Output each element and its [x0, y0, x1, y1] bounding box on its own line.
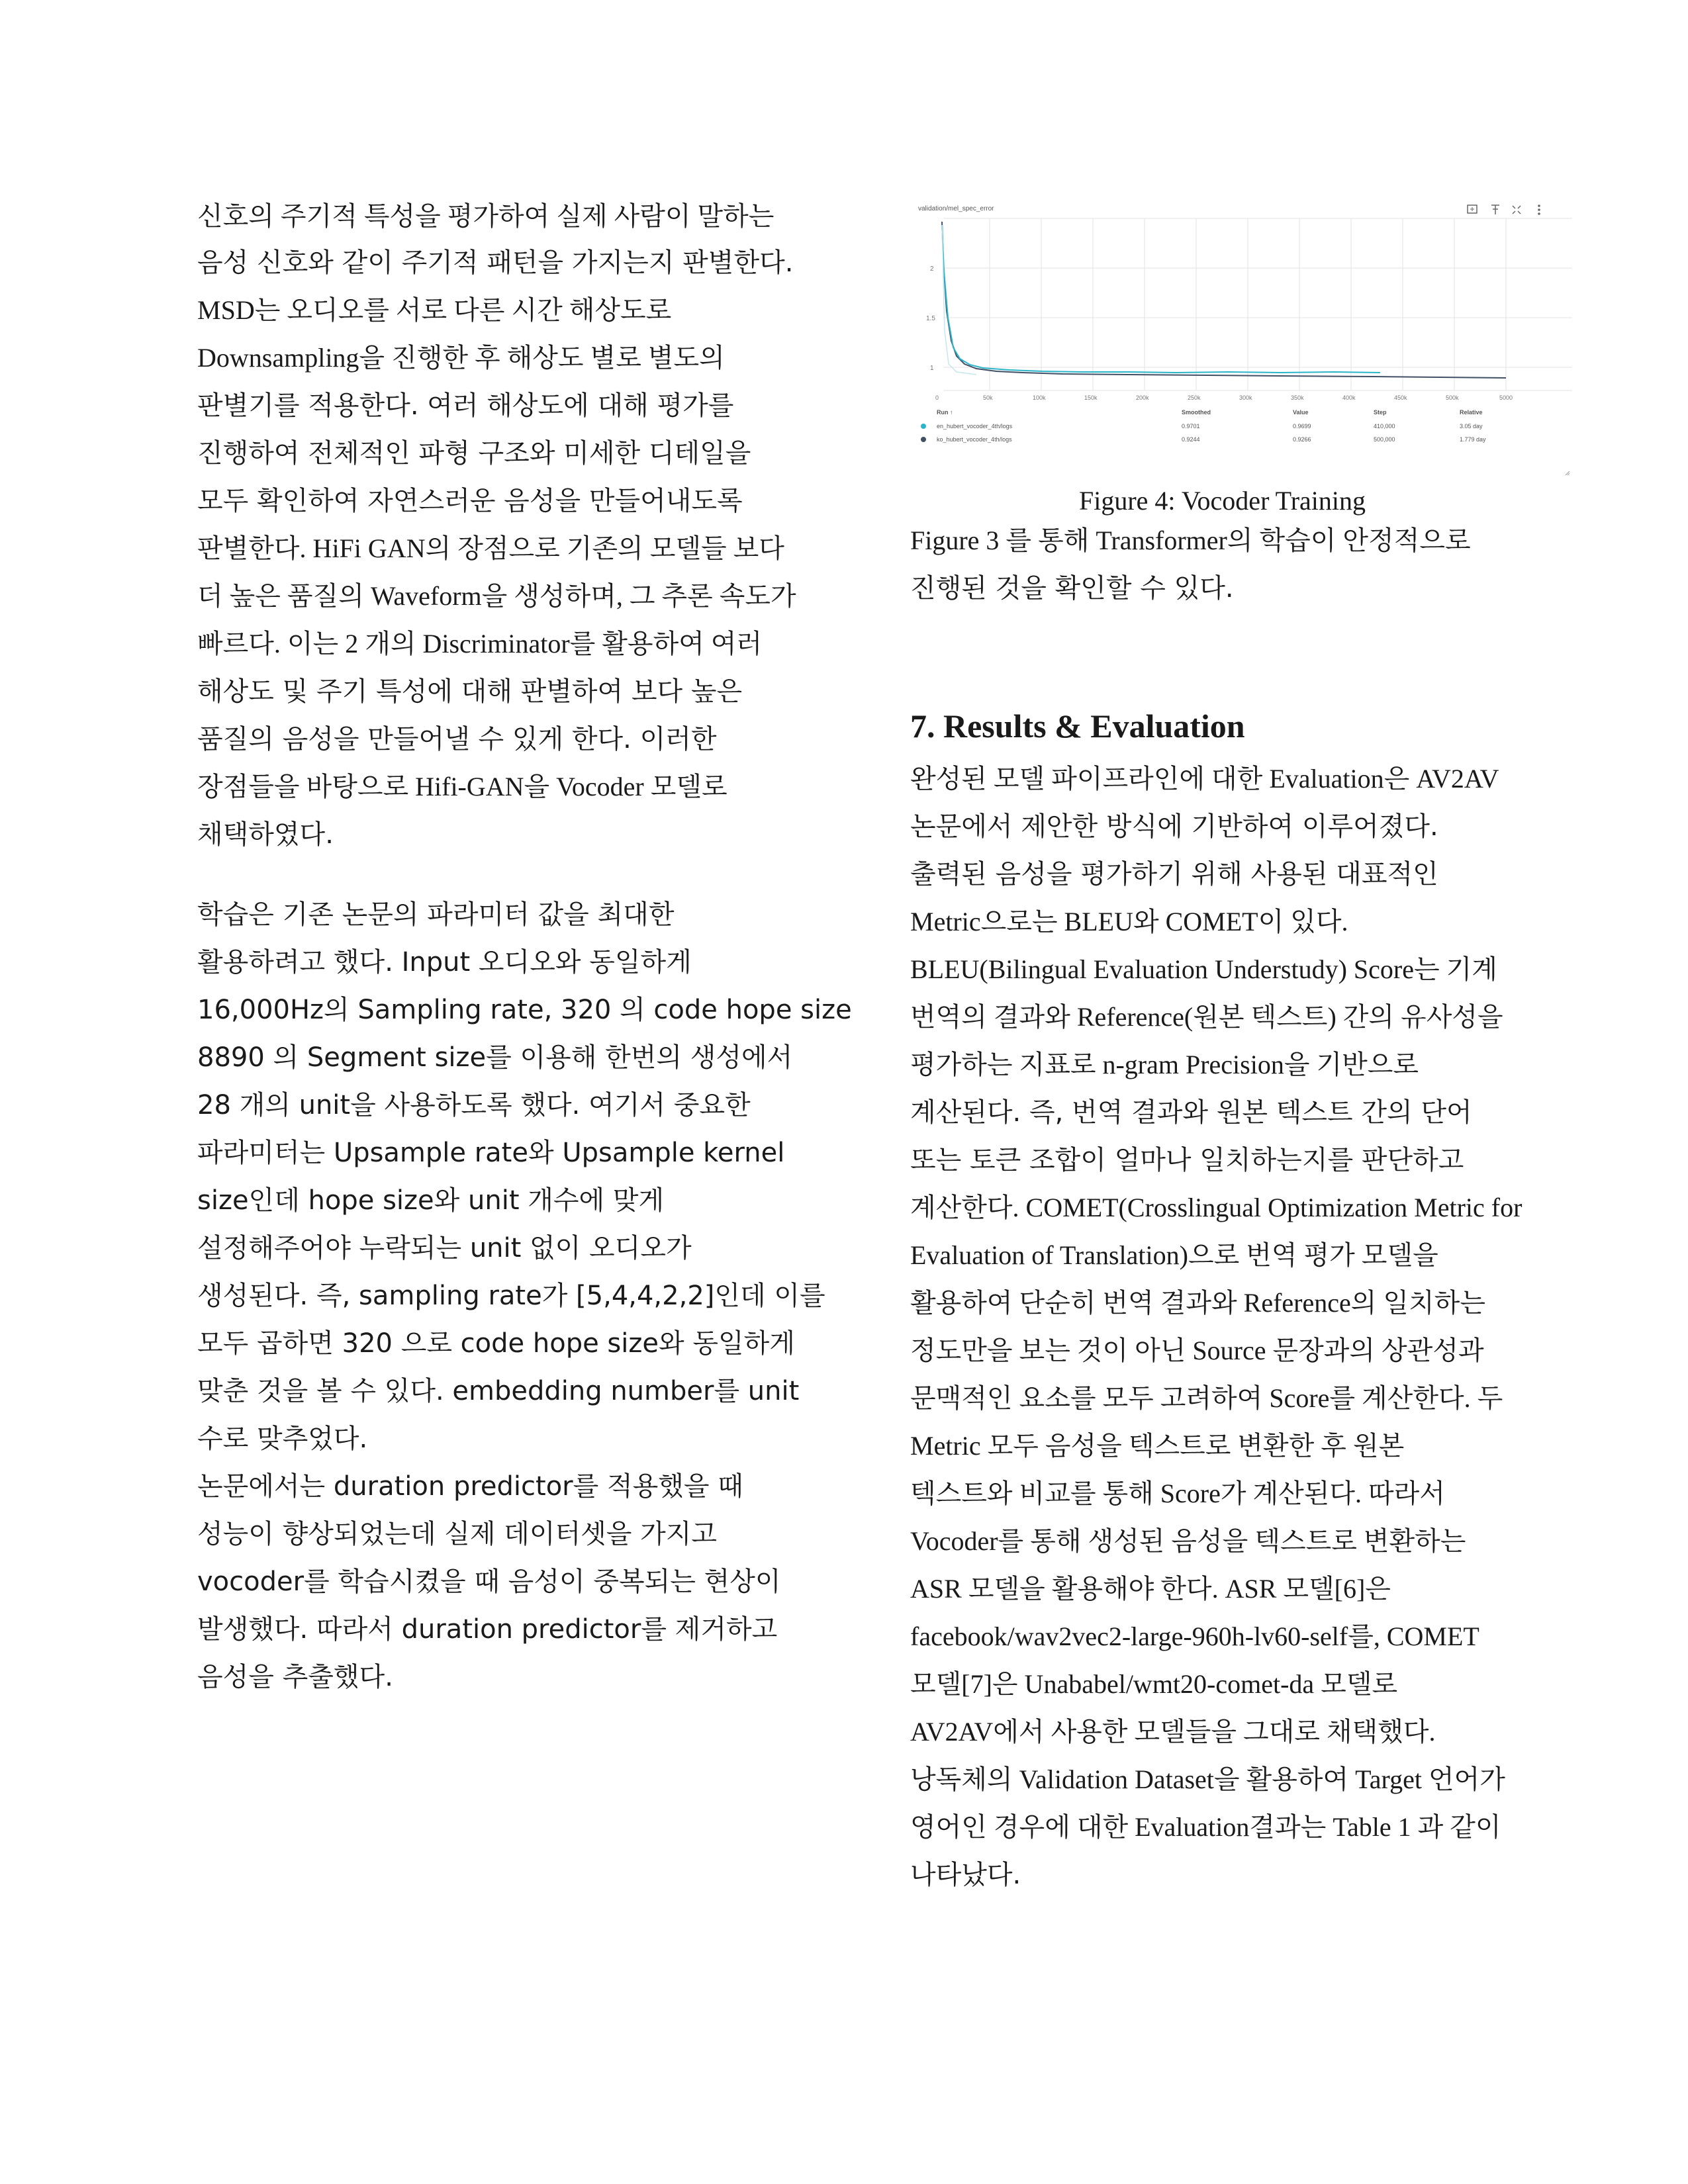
- text-line: 판별기를 적용한다. 여러 해상도에 대해 평가를: [197, 390, 734, 421]
- text-line: Metric 모두 음성을 텍스트로 변환한 후 원본: [910, 1431, 1405, 1461]
- text-line: 28 개의 unit을 사용하도록 했다. 여기서 중요한: [197, 1090, 751, 1120]
- curve-raw-faint: [942, 225, 976, 375]
- text-line: BLEU(Bilingual Evaluation Understudy) Score는 기계: [910, 954, 1497, 984]
- more-icon[interactable]: [1538, 205, 1540, 215]
- text-line: 완성된 모델 파이프라인에 대한 Evaluation은 AV2AV: [910, 764, 1499, 794]
- run-row-ko[interactable]: [921, 436, 1486, 443]
- x-tick-label: 100k: [1033, 394, 1046, 401]
- run-name: ko_hubert_vocoder_4th/logs: [937, 436, 1012, 443]
- x-tick-label: 300k: [1239, 394, 1252, 401]
- y-tick-label: 1: [930, 365, 934, 372]
- text-line: 발생했다. 따라서 duration predictor를 제거하고: [197, 1614, 778, 1645]
- x-tick-label: 5000: [1499, 394, 1513, 401]
- text-line: 활용하려고 했다. Input 오디오와 동일하게: [197, 947, 692, 978]
- figure-vocoder-training: [910, 199, 1572, 483]
- run-name: en_hubert_vocoder_4th/logs: [937, 423, 1013, 430]
- text-line: 해상도 및 주기 특성에 대해 판별하여 보다 높은: [197, 676, 743, 707]
- text-line: 문맥적인 요소를 모두 고려하여 Score를 계산한다. 두: [910, 1383, 1503, 1413]
- text-line: 모델[7]은 Unababel/wmt20-comet-da 모델로: [910, 1669, 1398, 1699]
- header-value: Value: [1293, 409, 1309, 416]
- curve-en-hubert: [942, 225, 1380, 373]
- text-line: 신호의 주기적 특성을 평가하여 실제 사람이 말하는: [197, 201, 774, 231]
- fit-icon[interactable]: [1513, 206, 1521, 214]
- run-relative: 1.779 day: [1460, 436, 1486, 443]
- y-tick-label: 1.5: [926, 315, 935, 322]
- text-line: 품질의 음성을 만들어낼 수 있게 한다. 이러한: [197, 724, 717, 754]
- text-line: 빠르다. 이는 2 개의 Discriminator를 활용하여 여러: [197, 629, 763, 659]
- text-line: 8890 의 Segment size를 이용해 한번의 생성에서: [197, 1042, 793, 1073]
- section-heading: 7. Results & Evaluation: [910, 707, 1245, 745]
- header-smoothed: Smoothed: [1182, 409, 1211, 416]
- text-line: 음성 신호와 같이 주기적 패턴을 가지는지 판별한다.: [197, 248, 794, 278]
- text-line: 나타났다.: [910, 1860, 1021, 1890]
- x-tick-label: 200k: [1136, 394, 1149, 401]
- pin-icon[interactable]: [1491, 205, 1499, 214]
- header-step: Step: [1374, 409, 1387, 416]
- x-tick-label: 150k: [1084, 394, 1098, 401]
- text-line: Evaluation of Translation)으로 번역 평가 모델을: [910, 1240, 1438, 1270]
- text-line: 계산된다. 즉, 번역 결과와 원본 텍스트 간의 단어: [910, 1097, 1472, 1128]
- header-relative: Relative: [1460, 409, 1483, 416]
- x-tick-label: 400k: [1342, 394, 1356, 401]
- text-line: 평가하는 지표로 n-gram Precision을 기반으로: [910, 1050, 1419, 1079]
- text-line: 진행하여 전체적인 파형 구조와 미세한 디테일을: [197, 438, 751, 469]
- text-line: 출력된 음성을 평가하기 위해 사용된 대표적인: [910, 859, 1438, 889]
- text-line: Vocoder를 통해 생성된 음성을 텍스트로 변환하는: [910, 1526, 1466, 1556]
- header-run: Run ↑: [937, 409, 953, 416]
- text-line: facebook/wav2vec2-large-960h-lv60-self를, COMET: [910, 1621, 1479, 1651]
- text-line: 수로 맞추었다.: [197, 1424, 368, 1454]
- text-line: ASR 모델을 활용해야 한다. ASR 모델[6]은: [910, 1574, 1391, 1604]
- run-color-dot: [921, 424, 926, 429]
- x-tick-labels: [935, 394, 1513, 401]
- text-line: MSD는 오디오를 서로 다른 시간 해상도로: [197, 295, 672, 325]
- run-step: 410,000: [1374, 423, 1395, 430]
- text-line: 또는 토큰 조합이 얼마나 일치하는지를 판단하고: [910, 1145, 1464, 1175]
- y-tick-label: 2: [930, 265, 934, 273]
- text-line: 맞춘 것을 볼 수 있다. embedding number를 unit: [197, 1376, 800, 1406]
- chart-grid: [943, 218, 1572, 390]
- text-line: 진행된 것을 확인할 수 있다.: [910, 573, 1234, 604]
- text-line: 논문에서 제안한 방식에 기반하여 이루어졌다.: [910, 811, 1438, 842]
- text-line: 모두 곱하면 320 으로 code hope size와 동일하게: [197, 1328, 795, 1359]
- text-line: 채택하였다.: [197, 819, 334, 850]
- run-smoothed: 0.9244: [1182, 436, 1200, 443]
- text-line: vocoder를 학습시켰을 때 음성이 중복되는 현상이: [197, 1567, 781, 1597]
- x-tick-label: 500k: [1446, 394, 1459, 401]
- run-row-en[interactable]: [921, 423, 1483, 430]
- run-table-header: [937, 409, 1483, 416]
- text-line: Figure 3 를 통해 Transformer의 학습이 안정적으로: [910, 525, 1471, 555]
- x-tick-label: 50k: [983, 394, 993, 401]
- expand-icon[interactable]: [1468, 205, 1477, 213]
- run-relative: 3.05 day: [1460, 423, 1483, 430]
- run-color-dot: [921, 437, 926, 442]
- text-line: 낭독체의 Validation Dataset을 활용하여 Target 언어가: [910, 1764, 1505, 1794]
- x-tick-label: 450k: [1394, 394, 1407, 401]
- run-smoothed: 0.9701: [1182, 423, 1200, 430]
- text-line: 활용하여 단순히 번역 결과와 Reference의 일치하는: [910, 1288, 1485, 1318]
- text-line: 16,000Hz의 Sampling rate, 320 의 code hope size: [197, 995, 852, 1025]
- text-line: 더 높은 품질의 Waveform을 생성하며, 그 추론 속도가: [197, 581, 796, 611]
- text-line: 학습은 기존 논문의 파라미터 값을 최대한: [197, 899, 675, 930]
- text-line: 텍스트와 비교를 통해 Score가 계산된다. 따라서: [910, 1479, 1445, 1508]
- text-line: 파라미터는 Upsample rate와 Upsample kernel: [197, 1138, 785, 1168]
- text-line: 판별한다. HiFi GAN의 장점으로 기존의 모델들 보다: [197, 533, 784, 563]
- tensorboard-chart: [910, 199, 1572, 483]
- text-line: 정도만을 보는 것이 아닌 Source 문장과의 상관성과: [910, 1336, 1484, 1365]
- text-line: size인데 hope size와 unit 개수에 맞게: [197, 1185, 665, 1216]
- text-line: 모두 확인하여 자연스러운 음성을 만들어내도록: [197, 486, 743, 516]
- text-line: 논문에서는 duration predictor를 적용했을 때: [197, 1471, 743, 1502]
- text-line: AV2AV에서 사용한 모델들을 그대로 채택했다.: [910, 1717, 1436, 1747]
- text-line: 음성을 추출했다.: [197, 1662, 393, 1692]
- text-line: 설정해주어야 누락되는 unit 없이 오디오가: [197, 1233, 692, 1263]
- x-tick-label: 250k: [1188, 394, 1201, 401]
- resize-handle-icon[interactable]: [1566, 471, 1570, 475]
- panel-title: validation/mel_spec_error: [918, 205, 994, 212]
- run-step: 500,000: [1374, 436, 1395, 443]
- text-line: 성능이 향상되었는데 실제 데이터셋을 가지고: [197, 1519, 718, 1549]
- run-value: 0.9699: [1293, 423, 1311, 430]
- text-line: Downsampling을 진행한 후 해상도 별로 별도의: [197, 343, 725, 373]
- text-line: 번역의 결과와 Reference(원본 텍스트) 간의 유사성을: [910, 1002, 1503, 1032]
- text-line: 장점들을 바탕으로 Hifi-GAN을 Vocoder 모델로: [197, 772, 727, 801]
- text-line: Metric으로는 BLEU와 COMET이 있다.: [910, 907, 1348, 936]
- text-line: 생성된다. 즉, sampling rate가 [5,4,4,2,2]인데 이를: [197, 1281, 825, 1311]
- figure-caption: Figure 4: Vocoder Training: [1079, 486, 1366, 516]
- curve-ko-hubert: [942, 222, 1506, 378]
- x-tick-label: 350k: [1291, 394, 1304, 401]
- text-line: 영어인 경우에 대한 Evaluation결과는 Table 1 과 같이: [910, 1812, 1501, 1842]
- x-tick-label: 0: [935, 394, 939, 401]
- run-value: 0.9266: [1293, 436, 1311, 443]
- text-line: 계산한다. COMET(Crosslingual Optimization Metric for: [910, 1193, 1523, 1222]
